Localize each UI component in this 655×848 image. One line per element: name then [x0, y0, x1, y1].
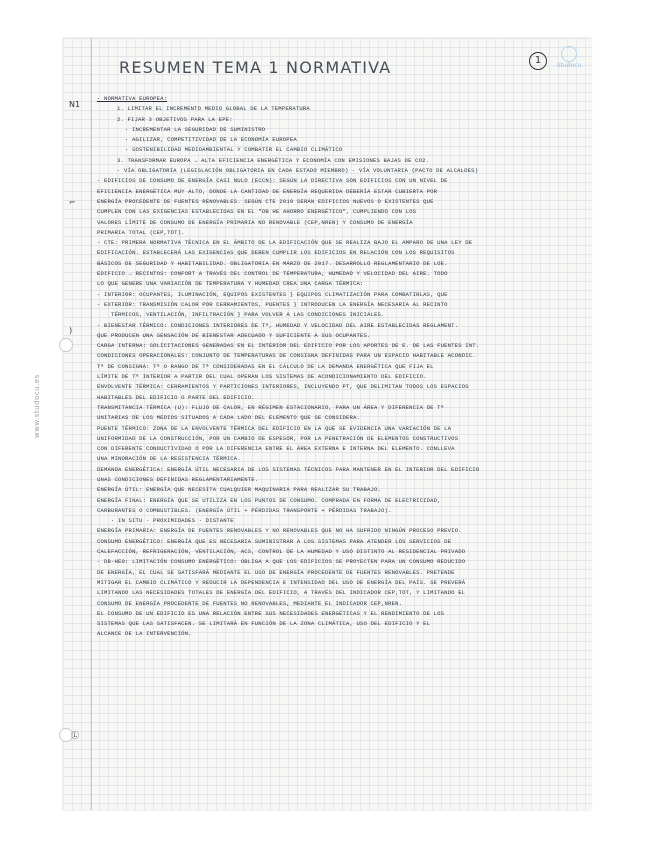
note-line: 1. LIMITAR EL INCREMENTO MEDIO GLOBAL DE LA TEMPERATURA	[117, 105, 310, 113]
side-mark: N1	[69, 100, 81, 109]
note-line: QUE PRODUCEN UNA SENSACIÓN DE BIENESTAR ADECUADO Y SUFICIENTE A SUS OCUPANTES.	[97, 331, 371, 339]
note-line: · NORMATIVA EUROPEA:	[97, 95, 168, 102]
note-line: TRANSMITANCIA TÉRMICA (U): FLUJO DE CALOR, EN RÉGIMEN ESTACIONARIO, PARA UN ÁREA Y DIFERENCIA DE Tª	[97, 403, 445, 411]
note-line: ENERGÍA PROCEDENTE DE FUENTES RENOVABLES. SEGÚN CTE 2019 SERÁN EDIFICIOS NUEVOS O EXISTENTES QUE	[97, 197, 434, 205]
note-line: · EXTERIOR: TRANSMISIÓN CALOR POR CERRAMIENTOS, PUENTES } INTRODUCEN LA ENERGÍA NECESARIA AL RECINTO	[97, 300, 448, 308]
note-line: CUMPLEN CON LAS EXIGENCIAS ESTABLECIDAS EN EL "DB HE AHORRO ENERGÉTICO", CUMPLIENDO CON LOS	[97, 208, 417, 216]
binder-hole	[59, 338, 73, 352]
note-line: UNITARIAS DE LOS MEDIOS SITUADOS A CADA LADO DEL ELEMENTO QUE SE CONSIDERA.	[97, 414, 361, 422]
note-line: · SOSTENIBILIDAD MEDIOAMBIENTAL Y COMBATIR EL CAMBIO CLIMÁTICO	[125, 146, 343, 154]
note-line: VALORES LÍMITE DE CONSUMO DE ENERGÍA PRIMARIA NO RENOVABLE (CEP,NREN) Y CONSUMO DE ENERGÍA	[97, 218, 413, 226]
note-line: BÁSICOS DE SEGURIDAD Y HABITABILIDAD. OBLIGATORIA EN MARZO DE 2017. DESARROLLO REGLAMENTARIO DE LOE.	[97, 259, 448, 267]
logo	[555, 46, 583, 68]
note-line: 2. FIJAR 3 OBJETIVOS PARA LA EPE:	[117, 115, 233, 123]
note-line: HABITABLES DEL EDIFICIO O PARTE DEL EDIFICIO.	[97, 393, 255, 401]
note-line: SISTEMAS QUE LAS SATISFACEN. SE LIMITARÁ EN FUNCIÓN DE LA ZONA CLIMÁTICA, USO DEL EDIFICIO Y EL	[97, 620, 431, 628]
note-line: LÍMITE DE Tª INTERIOR A PARTIR DEL CUAL OPERAN LOS SISTEMAS DE ACONDICIONAMIENTO DEL EDIFICIO.	[97, 373, 427, 381]
margin-line	[91, 38, 92, 810]
note-line: ENVOLVENTE TÉRMICA: CERRAMIENTOS Y PARTICIONES INTERIORES, INCLUYENDO PT, QUE DELIMITAN TODOS LOS ESPACIOS	[97, 383, 469, 391]
note-line: CALEFACCIÓN, REFRIGERACIÓN, VENTILACIÓN, ACS, CONTROL DE LA HUMEDAD Y USO DISTINTO AL RESIDENCIAL PRIVADO	[97, 548, 466, 556]
note-line: EFICIENCIA ENERGÉTICA MUY ALTO, DONDE LA CANTIDAD DE ENERGÍA REQUERIDA DEBERÍA ESTAR CUBIERTA POR	[97, 187, 438, 195]
side-mark: Ⓛ	[71, 731, 79, 740]
note-line: TÉRMICOS, VENTILACIÓN, INFILTRACIÓN } PARA VOLVER A LAS CONDICIONES INICIALES.	[111, 311, 385, 319]
note-line: CONSUMO ENERGÉTICO: ENERGÍA QUE ES NECESARIA SUMINISTRAR A LOS SISTEMAS PARA ATENDER LOS SERVICIOS DE	[97, 537, 452, 545]
note-line: CONDICIONES OPERACIONALES: CONJUNTO DE TEMPERATURAS DE CONSIGNA DEFINIDAS PARA UN ESPACIO HABITABLE ACONDIC.	[97, 352, 476, 360]
note-line: LIMITANDO LAS NECESIDADES TOTALES DE ENERGÍA DEL EDIFICIO, A TRAVÉS DEL INDICADOR CEP,TOT, Y LIMITANDO EL	[97, 589, 466, 597]
note-line: · BIENESTAR TÉRMICO: CONDICIONES INTERIORES DE Tª, HUMEDAD Y VELOCIDAD DEL AIRE ESTABLECIDAS REGLAMENT.	[97, 321, 459, 329]
note-line: EDIFICACIÓN. ESTABLECERÁ LAS EXIGENCIAS QUE DEBEN CUMPLIR LOS EDIFICIOS EN RELACIÓN CON LOS REQUISITOS	[97, 249, 455, 257]
note-line: UNIFORMIDAD DE LA CONSTRUCCIÓN, POR UN CAMBIO DE ESPESOR, POR LA PENETRACIÓN DE ELEMENTOS CONSTRUCTIVOS	[97, 434, 459, 442]
note-line: · AGILIZAR, COMPETITIVIDAD DE LA ECONOMÍA EUROPEA	[125, 136, 297, 144]
note-line: MITIGAR EL CAMBIO CLIMÁTICO Y REDUCIR LA DEPENDENCIA E INTENSIDAD DEL USO DE ENERGÍA DEL PAÍS. SE PREVERÁ	[97, 578, 466, 586]
logo-icon	[561, 46, 577, 62]
note-line: EL CONSUMO DE UN EDIFICIO ES UNA RELACIÓN ENTRE SUS NECESIDADES ENERGÉTICAS Y EL RENDIMIENTO DE LOS	[97, 609, 445, 617]
watermark: www.studocu.es	[33, 374, 41, 438]
side-mark: ⌐	[69, 198, 76, 207]
note-line: UNAS CONDICIONES DEFINIDAS REGLAMENTARIAMENTE.	[97, 475, 259, 483]
note-line: LO QUE GENERE UNA VARIACIÓN DE TEMPERATURA Y HUMEDAD CREA UNA CARGA TÉRMICA:	[97, 280, 364, 288]
notebook-page	[33, 38, 591, 810]
page-title: RESUMEN TEMA 1 NORMATIVA	[119, 58, 392, 77]
note-line: CONSUMO DE ENERGÍA PROCEDENTE DE FUENTES NO RENOVABLES, MEDIANTE EL INDICADOR CEP,NREN.	[97, 599, 403, 607]
note-line: CON DIFERENTE CONDUCTIVIDAD O POR LA DIFERENCIA ENTRE EL ÁREA EXTERNA E INTERNA DEL ELEMENTO. CONLLEVA	[97, 445, 455, 453]
note-line: PUENTE TÉRMICO: ZONA DE LA ENVOLVENTE TÉRMICA DEL EDIFICIO EN LA QUE SE EVIDENCIA UNA VARIACIÓN DE LA	[97, 424, 452, 432]
note-line: · INTERIOR: OCUPANTES, ILUMINACIÓN, EQUIPOS EXISTENTES } EQUIPOS CLIMATIZACIÓN PARA COMBATIRLAS, QUE	[97, 290, 448, 298]
note-line: PRIMARIA TOTAL (CEP,TOT).	[97, 228, 185, 236]
note-line: · CTE: PRIMERA NORMATIVA TÉCNICA EN EL ÁMBITO DE LA EDIFICACIÓN QUE SE REALIZA BAJO EL AMPARO DE UNA LEY DE	[97, 239, 473, 247]
note-line: ALCANCE DE LA INTERVENCIÓN.	[97, 630, 192, 638]
note-line: CARGA INTERNA: SOLICITACIONES GENERADAS EN EL INTERIOR DEL EDIFICIO POR LOS APORTES DE E. DE LAS FUENTES INT.	[97, 342, 480, 350]
note-line: · DB-HE0: LIMITACIÓN CONSUMO ENERGÉTICO: OBLIGA A QUE LOS EDIFICIOS SE PROYECTEN PARA UN CONSUMO REDUCIDO	[97, 558, 466, 566]
note-line: · IN SITU · PROXIMIDADES · DISTANTE	[111, 517, 234, 525]
notes-body	[97, 94, 579, 640]
note-line: CARBURANTES O COMBUSTIBLES. (ENERGÍA ÚTIL + PÉRDIDAS TRANSPORTE + PÉRDIDAS TRABAJO).	[97, 506, 392, 514]
note-line: ENERGÍA PRIMARIA: ENERGÍA DE FUENTES RENOVABLES Y NO RENOVABLES QUE NO HA SUFRIDO NINGÚN PROCESO PREVIO.	[97, 527, 462, 535]
note-line: · INCREMENTAR LA SEGURIDAD DE SUMINISTRO	[125, 125, 266, 133]
note-line: ENERGÍA ÚTIL: ENERGÍA QUE NECESITA CUALQUIER MAQUINARIA PARA REALIZAR SU TRABAJO.	[97, 486, 382, 494]
note-line: EDIFICIO → RECINTOS: CONFORT A TRAVÉS DEL CONTROL DE TEMPERATURA, HUMEDAD Y VELOCIDAD DEL AIRE. TODO	[97, 270, 448, 278]
note-line: ENERGÍA FINAL: ENERGÍA QUE SE UTILIZA EN LOS PUNTOS DE CONSUMO. COMPRADA EN FORMA DE ELECTRICIDAD,	[97, 496, 441, 504]
page-number: 1	[529, 52, 547, 70]
note-line: · EDIFICIOS DE CONSUMO DE ENERGÍA CASI NULO (ECCN): SEGÚN LA DIRECTIVA SON EDIFICIOS CON UN NIVEL DE	[97, 177, 448, 185]
logo-text: Studocu	[556, 62, 582, 69]
note-line: Tª DE CONSIGNA: Tª O RANGO DE Tª CONSIDERADAS EN EL CÁLCULO DE LA DEMANDA ENERGÉTICA QUE FIJA EL	[97, 362, 434, 370]
note-line: · VÍA OBLIGATORIA (LEGISLACIÓN OBLIGATORIA EN CADA ESTADO MIEMBRO) · VÍA VOLUNTARIA (PACTO DE ALCALDES)	[117, 167, 479, 175]
side-mark: )	[69, 326, 73, 335]
note-line: UNA MINORACIÓN DE LA RESISTENCIA TÉRMICA.	[97, 455, 241, 463]
note-line: DEMANDA ENERGÉTICA: ENERGÍA ÚTIL NECESARIA DE LOS SISTEMAS TÉCNICOS PARA MANTENER EN EL INTERIOR DEL EDIFICIO	[97, 465, 480, 473]
note-line: DE ENERGÍA, EL CUAL SE SATISFARÁ MEDIANTE EL USO DE ENERGÍA PROCEDENTE DE FUENTES RENOVABLES. PRETENDE	[97, 568, 455, 576]
note-line: 3. TRANSFORMAR EUROPA → ALTA EFICIENCIA ENERGÉTICA Y ECONOMÍA CON EMISIONES BAJAS DE CO2.	[117, 156, 430, 164]
